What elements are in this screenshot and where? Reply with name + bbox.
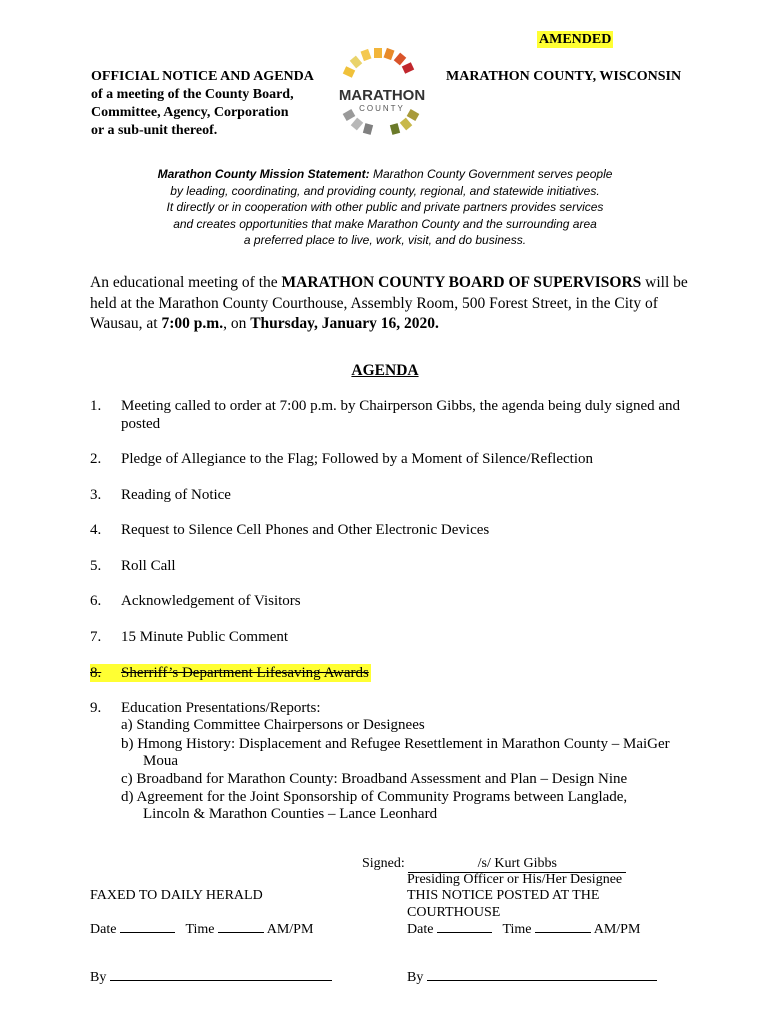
posted-notice-2: COURTHOUSE [407,905,501,920]
notice-title: OFFICIAL NOTICE AND AGENDA of a meeting of the County Board, Committee, Agency, Corporation or a sub-unit thereof. [91,69,314,138]
posted-date-blank [437,932,492,933]
fax-by-blank [110,980,332,981]
agenda-title: AGENDA [351,362,419,379]
amended-label: AMENDED [539,32,612,47]
fax-by-line: By [90,970,332,986]
agenda-item: 5. Roll Call [90,558,176,574]
agenda-item: 9. Education Presentations/Reports: [90,700,321,716]
posted-notice-1: THIS NOTICE POSTED AT THE [407,888,600,903]
agenda-item: 3. Reading of Notice [90,487,231,503]
posted-date-time: Date Time AM/PM [407,922,641,937]
agenda-item: 6. Acknowledgement of Visitors [90,593,301,609]
logo-sub: COUNTY [359,104,405,113]
struck-highlight: 8. Sherriff’s Department Lifesaving Awards [90,665,369,681]
agenda-item: 7. 15 Minute Public Comment [90,629,289,645]
sub-item: b) Hmong History: Displacement and Refugee Resettlement in Marathon County – MaiGer Moua [121,736,670,769]
posted-time-blank [535,932,591,933]
marathon-county-logo [333,44,431,142]
meeting-time: 7:00 p.m. [161,315,224,332]
mission-statement: Marathon County Mission Statement: Marathon County Government serves people by leading, coordinating, and providing county, regional, and statewide initiatives. It directly or in cooperation with other public and private partners provides services and creates opportunities that make Marathon County and the surrounding area a preferred place to live, work, visit, and do business. [157,167,613,247]
posted-by-line: By [407,970,657,986]
mission-label: Marathon County Mission Statement: [157,167,370,181]
logo-word: MARATHON [338,87,426,104]
fax-date-blank [120,932,175,933]
sub-item: a) Standing Committee Chairpersons or Designees [121,717,425,733]
fax-date-time: Date Time AM/PM [90,922,314,937]
sub-item: d) Agreement for the Joint Sponsorship of Community Programs between Langlade, Lincoln & Marathon Counties – Lance Leonhard [121,789,628,822]
fax-time-blank [218,932,264,933]
posted-by-blank [427,980,657,981]
board-name: MARATHON COUNTY BOARD OF SUPERVISORS [281,274,642,291]
signed-line: Signed: /s/ Kurt Gibbs [362,856,626,873]
agenda-item: 4. Request to Silence Cell Phones and Other Electronic Devices [90,522,490,538]
meeting-date: Thursday, January 16, 2020. [250,315,439,332]
agenda-item: 2. Pledge of Allegiance to the Flag; Followed by a Moment of Silence/Reflection [90,451,593,467]
agenda-item: 1. Meeting called to order at 7:00 p.m. by Chairperson Gibbs, the agenda being duly signed and posted [90,398,681,432]
sub-item: c) Broadband for Marathon County: Broadband Assessment and Plan – Design Nine [121,771,628,787]
county-state-heading: MARATHON COUNTY, WISCONSIN [446,69,682,84]
presiding-officer: Presiding Officer or His/Her Designee [407,872,623,887]
meeting-intro: An educational meeting of the MARATHON COUNTY BOARD OF SUPERVISORS will be held at the Marathon County Courthouse, Assembly Room, 500 Forest Street, in the City of Wausau, at 7:00 p.m., on Thursday, January 16, 2020. [90,274,688,332]
agenda-item-struck [90,664,700,682]
faxed-label: FAXED TO DAILY HERALD [90,888,263,903]
signer-name: /s/ Kurt Gibbs [408,856,626,873]
